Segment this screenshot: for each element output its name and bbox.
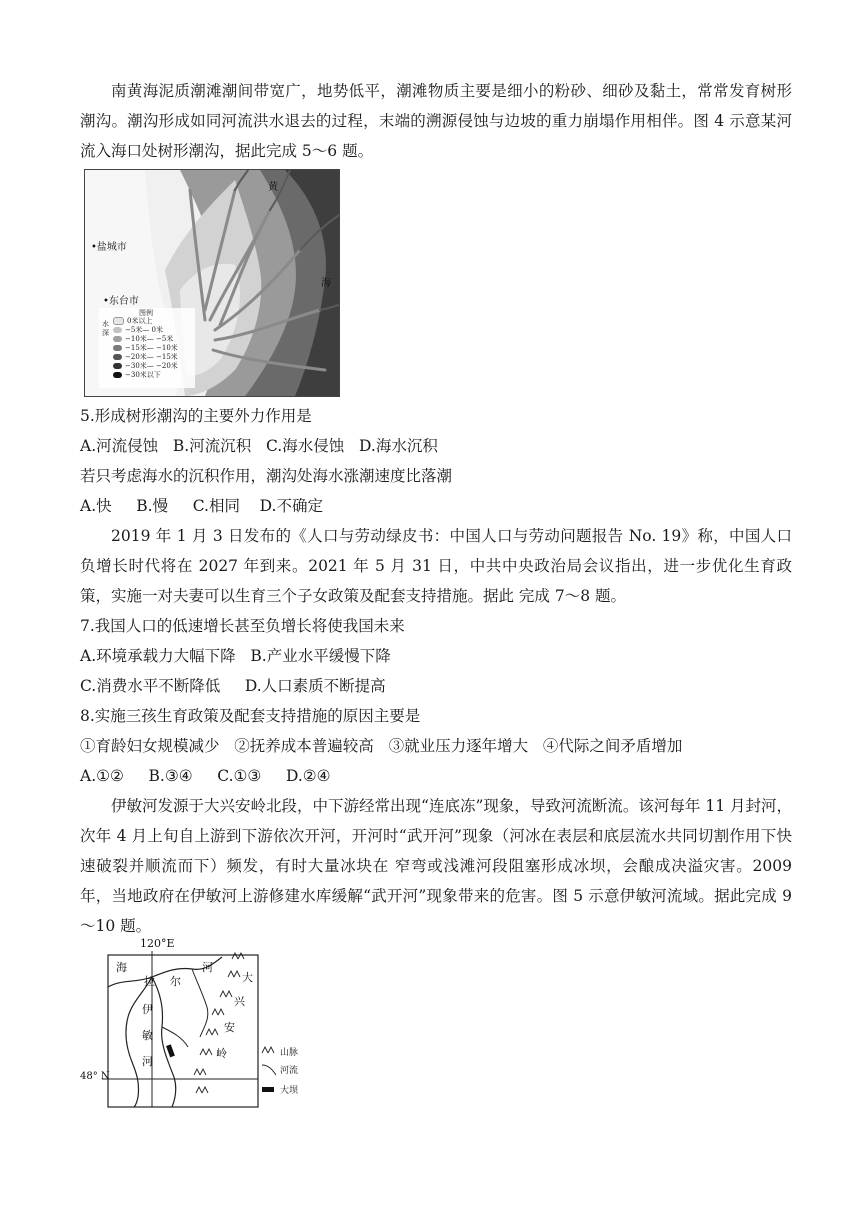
question-6-stem: 若只考虑海水的沉积作用，潮沟处海水涨潮速度比落潮: [80, 467, 453, 485]
legend-dam-label: 大坝: [280, 1086, 299, 1096]
question-5-stem: 5.形成树形潮沟的主要外力作用是: [80, 407, 312, 425]
question-8-items: ①育龄妇女规模减少 ②抚养成本普遍较高 ③就业压力逐年增大 ④代际之间矛盾增加: [80, 737, 683, 755]
label-min: 敏: [142, 1029, 153, 1042]
label-ling: 岭: [216, 1047, 227, 1060]
question-7-options-1: A.环境承载力大幅下降 B.产业水平缓慢下降: [80, 647, 391, 665]
legend-row: −30米以下: [113, 371, 161, 379]
legend-row: 0米以上: [113, 317, 152, 325]
label-da: 大: [242, 971, 253, 984]
figure-4-tidal-creek-map: [84, 169, 340, 397]
label-yi: 伊: [142, 1003, 153, 1016]
label-an: 安: [224, 1021, 235, 1034]
legend-title: 图例: [139, 309, 153, 317]
legend-row: −5米— 0米: [113, 326, 163, 334]
question-6-options: A.快 B.慢 C.相同 D.不确定: [80, 497, 323, 515]
map-legend-icons: [262, 1047, 276, 1075]
document-page: [80, 76, 792, 1109]
label-la: 拉: [144, 975, 155, 988]
latitude-label: 48° N: [80, 1071, 110, 1082]
legend-river-label: 河流: [280, 1066, 299, 1076]
label-er: 尔: [170, 975, 181, 988]
longitude-label: 120°E: [140, 937, 175, 950]
question-8-options: A.①② B.③④ C.①③ D.②④: [80, 767, 331, 785]
city-yancheng: •盐城市: [91, 242, 127, 253]
label-huang: 黄: [268, 182, 278, 193]
label-hai: 海: [321, 278, 331, 289]
legend-row: −10米— −5米: [113, 335, 173, 343]
legend-mountain-label: 山脉: [280, 1048, 299, 1058]
city-dongtai: •东台市: [103, 296, 139, 307]
passage-tidal-creek: 南黄海泥质潮滩潮间带宽广，地势低平，潮滩物质主要是细小的粉砂、细砂及黏土，常常发育树形潮沟。潮沟形成如同河流洪水退去的过程，末端的溯源侵蚀与边坡的重力崩塌作用相伴。图 4 示意某河流入海口处树形潮沟，据此完成 5～6 题。: [80, 82, 792, 160]
passage-population: 2019 年 1 月 3 日发布的《人口与劳动绿皮书：中国人口与劳动问题报告 No. 19》称，中国人口负增长时代将在 2027 年到来。2021 年 5 月 31 日，中共中央政治局会议指出，进一步优化生育政策，实施一对夫妻可以生育三个子女政策及配套支持措施。据此 完成 7～8 题。: [80, 527, 792, 605]
label-he-top: 河: [202, 961, 213, 974]
legend-side-label: 水深: [102, 320, 109, 337]
label-hai: 海: [116, 961, 127, 974]
question-7-stem: 7.我国人口的低速增长甚至负增长将使我国未来: [80, 617, 405, 635]
label-xing: 兴: [234, 995, 245, 1008]
passage-yimin-river: 伊敏河发源于大兴安岭北段，中下游经常出现“连底冻”现象，导致河流断流。该河每年 11 月封河，次年 4 月上旬自上游到下游依次开河，开河时“武开河”现象（河冰在表层和底层流水共同切割作用下快速破裂并顺流而下）频发，有时大量冰块在 窄弯或浅滩河段阻塞形成冰坝，会酿成决溢灾害。2009 年，当地政府在伊敏河上游修建水库缓解“武开河”现象带来的危害。图 5 示意伊敏河流域。据此完成 9～10 题。: [80, 797, 792, 935]
question-7-options-2: C.消费水平不断降低 D.人口素质不断提高: [80, 677, 386, 695]
legend-row: −30米— −20米: [113, 362, 178, 370]
figure-5-yimin-river-map: [80, 937, 304, 1109]
question-8-stem: 8.实施三孩生育政策及配套支持措施的原因主要是: [80, 707, 421, 725]
legend-row: −15米— −10米: [113, 344, 178, 352]
depth-legend: [99, 308, 195, 388]
legend-row: −20米— −15米: [113, 353, 178, 361]
question-5-options: A.河流侵蚀 B.河流沉积 C.海水侵蚀 D.海水沉积: [80, 437, 438, 455]
label-he-left: 河: [142, 1055, 153, 1068]
